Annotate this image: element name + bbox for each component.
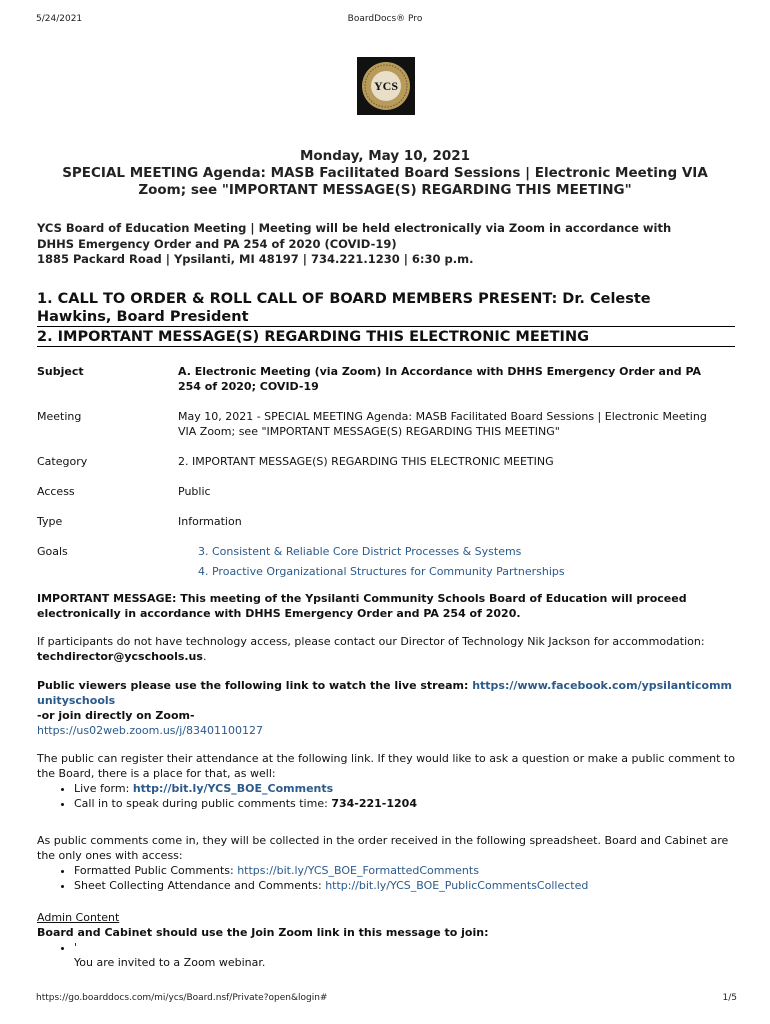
type-value: Information bbox=[178, 515, 242, 528]
admin-content-heading: Admin Content bbox=[37, 911, 120, 924]
meeting-title-line2: Zoom; see "IMPORTANT MESSAGE(S) REGARDING THIS MEETING" bbox=[138, 182, 632, 198]
call-in-label: Call in to speak during public comments time: bbox=[74, 797, 332, 810]
register-paragraph bbox=[37, 751, 737, 811]
live-form-link[interactable]: http://bit.ly/YCS_BOE_Comments bbox=[132, 782, 334, 795]
sheet-item bbox=[74, 878, 737, 893]
ycs-logo bbox=[357, 57, 415, 115]
goals-label: Goals bbox=[37, 545, 68, 558]
logo-text: YCS bbox=[373, 79, 399, 93]
type-label: Type bbox=[37, 515, 63, 528]
print-url: https://go.boarddocs.com/mi/ycs/Board.nsf/Private?open&login# bbox=[36, 993, 328, 1003]
tech-access-paragraph bbox=[37, 634, 737, 664]
call-in-number: 734-221-1204 bbox=[331, 797, 417, 810]
or-join-text: -or join directly on Zoom- bbox=[37, 709, 195, 722]
facebook-link[interactable]: https://www.facebook.com/ypsilanticommunityschools bbox=[37, 679, 732, 707]
formatted-label: Formatted Public Comments: bbox=[74, 864, 238, 877]
tech-email: techdirector@ycschools.us bbox=[37, 650, 203, 663]
intro-line3: 1885 Packard Road | Ypsilanti, MI 48197 | 734.221.1230 | 6:30 p.m. bbox=[37, 252, 474, 266]
section-important-messages: 2. IMPORTANT MESSAGE(S) REGARDING THIS ELECTRONIC MEETING bbox=[37, 328, 735, 347]
tech-end: . bbox=[202, 650, 207, 663]
intro-line2: DHHS Emergency Order and PA 254 of 2020 (COVID-19) bbox=[37, 236, 397, 251]
register-text: The public can register their attendance at the following link. If they would like to ask a question or make a public comment to the Board, there is a place for that, as well: bbox=[37, 752, 735, 780]
category-value: 2. IMPORTANT MESSAGE(S) REGARDING THIS ELECTRONIC MEETING bbox=[178, 455, 554, 468]
tech-access-text: If participants do not have technology access, please contact our Director of Technology Nik Jackson for accommodation: bbox=[37, 635, 705, 648]
board-join-text: Board and Cabinet should use the Join Zoom link in this message to join: bbox=[37, 926, 489, 939]
subject-value: A. Electronic Meeting (via Zoom) In Accordance with DHHS Emergency Order and PA 254 of 2020; COVID-19 bbox=[178, 365, 702, 393]
intro-line1: YCS Board of Education Meeting | Meeting will be held electronically via Zoom in accordance with bbox=[37, 221, 672, 235]
meeting-title-line1: SPECIAL MEETING Agenda: MASB Facilitated Board Sessions | Electronic Meeting VIA bbox=[62, 165, 708, 181]
live-form-item bbox=[74, 781, 737, 796]
goals-list bbox=[178, 544, 718, 584]
section1-line1: 1. CALL TO ORDER & ROLL CALL OF BOARD MEMBERS PRESENT: Dr. Celeste bbox=[37, 291, 651, 307]
section1-line2: Hawkins, Board President bbox=[37, 309, 249, 325]
sheet-label: Sheet Collecting Attendance and Comments: bbox=[74, 879, 326, 892]
comments-text: As public comments come in, they will be collected in the order received in the following spreadsheet. Board and Cabinet are the only ones with access: bbox=[37, 834, 729, 862]
important-message: IMPORTANT MESSAGE: This meeting of the Ypsilanti Community Schools Board of Education will proceed electronically in accordance with DHHS Emergency Order and PA 254 of 2020. bbox=[37, 592, 687, 620]
access-label: Access bbox=[37, 485, 75, 498]
invited-text: You are invited to a Zoom webinar. bbox=[74, 956, 266, 969]
formatted-comments-link[interactable]: https://bit.ly/YCS_BOE_FormattedComments bbox=[237, 864, 479, 877]
sheet-link[interactable]: http://bit.ly/YCS_BOE_PublicCommentsCollected bbox=[325, 879, 589, 892]
live-form-label: Live form: bbox=[74, 782, 133, 795]
call-in-item bbox=[74, 796, 737, 811]
meeting-heading bbox=[30, 148, 740, 199]
formatted-comments-item bbox=[74, 863, 737, 878]
goal-item[interactable]: 4. Proactive Organizational Structures for Community Partnerships bbox=[198, 565, 565, 578]
page-number: 1/5 bbox=[722, 993, 737, 1003]
print-date: 5/24/2021 bbox=[36, 14, 83, 24]
comments-paragraph bbox=[37, 833, 737, 893]
zoom-link[interactable]: https://us02web.zoom.us/j/83401100127 bbox=[37, 724, 263, 737]
meeting-date: Monday, May 10, 2021 bbox=[299, 148, 471, 164]
category-label: Category bbox=[37, 455, 88, 468]
access-value: Public bbox=[178, 485, 211, 498]
meeting-value: May 10, 2021 - SPECIAL MEETING Agenda: MASB Facilitated Board Sessions | Electronic Meeting VIA Zoom; see "IMPORTANT MESSAGE(S) REGARDING THIS MEETING" bbox=[178, 410, 707, 438]
quote-char: • ' bbox=[74, 941, 78, 954]
print-app-title: BoardDocs® Pro bbox=[347, 14, 423, 24]
meeting-intro bbox=[37, 221, 737, 268]
admin-section bbox=[37, 910, 737, 970]
goal-item[interactable]: 3. Consistent & Reliable Core District Processes & Systems bbox=[198, 545, 522, 558]
viewers-paragraph bbox=[37, 678, 737, 738]
zoom-invite-item bbox=[74, 940, 737, 970]
section-call-to-order bbox=[37, 290, 735, 327]
meeting-label: Meeting bbox=[37, 410, 82, 423]
subject-label: Subject bbox=[37, 365, 84, 378]
viewers-text: Public viewers please use the following link to watch the live stream: bbox=[37, 679, 473, 692]
